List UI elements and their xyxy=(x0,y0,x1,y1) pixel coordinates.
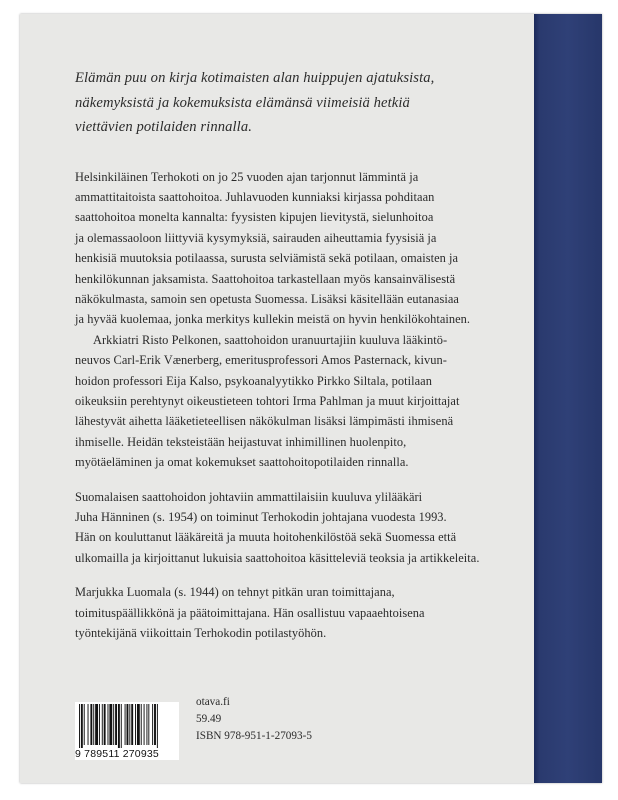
text-line: neuvos Carl-Erik Vænerberg, emeritusprofessori Amos Pasternack, kivun- xyxy=(75,353,447,368)
text-line: Marjukka Luomala (s. 1944) on tehnyt pitkän uran toimittajana, xyxy=(75,585,395,600)
intro-line: Elämän puu on kirja kotimaisten alan huippujen ajatuksista, xyxy=(75,70,435,86)
barcode-bar xyxy=(93,704,94,745)
text-line: saattohoitoa monelta kannalta: fyysisten kipujen lievitystä, sielunhoitoa xyxy=(75,210,434,225)
text-line: henkisiä muutoksia potilaassa, surusta selviämistä sekä potilaan, omaisten ja xyxy=(75,251,459,266)
barcode-bar xyxy=(121,704,122,748)
barcode-bar xyxy=(125,704,126,745)
paragraph-editor-luomala xyxy=(75,582,515,643)
text-line: työntekijänä viikoittain Terhokodin potilastyöhön. xyxy=(75,626,327,641)
text-line: ja hyvää kuolemaa, jonka merkitys kullekin meistä on hyvin henkilökohtainen. xyxy=(75,312,471,327)
isbn-barcode xyxy=(75,702,179,760)
back-cover-text xyxy=(75,66,515,643)
barcode-bar xyxy=(146,704,147,745)
spine-band xyxy=(534,14,602,783)
text-line: oikeuksiin perehtynyt oikeustieteen tohtori Irma Pahlman ja muut kirjoittajat xyxy=(75,393,460,408)
barcode-bar xyxy=(157,704,158,748)
text-line: toimituspäällikkönä ja päätoimittajana. Hän osallistuu vapaaehtoisena xyxy=(75,605,425,620)
barcode-bar xyxy=(135,704,136,745)
text-line: ulkomailla ja kirjoittanut lukuisia saattohoitoa käsitteleviä teoksia ja artikkeleita. xyxy=(75,550,480,565)
paragraph-authors xyxy=(75,330,515,473)
text-line: myötäeläminen ja omat kokemukset saattohoitopotilaiden rinnalla. xyxy=(75,455,409,470)
text-line: Hän on kouluttanut lääkäreitä ja muuta hoitohenkilöstöä sekä Suomessa että xyxy=(75,530,457,545)
text-line: Arkkiatri Risto Pelkonen, saattohoidon uranuurtajiin kuuluva lääkintö- xyxy=(93,332,448,347)
barcode-number: 9 789511 270935 xyxy=(75,748,159,760)
barcode-bar xyxy=(104,704,106,745)
barcode-bar xyxy=(81,704,83,748)
barcode-bar xyxy=(152,704,153,745)
text-line: henkilökunnan jaksamista. Saattohoitoa tarkastellaan myös kansainvälisestä xyxy=(75,271,456,286)
barcode-bar xyxy=(141,704,142,745)
barcode-bar xyxy=(115,704,117,745)
publisher-website: otava.fi xyxy=(196,696,230,708)
barcode-bar xyxy=(144,704,145,745)
text-line: ja olemassaoloon liittyviä kysymyksiä, sairauden aiheuttamia fyysisiä ja xyxy=(75,230,437,245)
barcode-bar xyxy=(108,704,109,745)
text-line: näkökulmasta, samoin sen opetusta Suomessa. Lisäksi käsitellään eutanasiaa xyxy=(75,291,459,306)
barcode-bar xyxy=(137,704,140,745)
barcode-bar xyxy=(84,704,85,745)
text-line: Juha Hänninen (s. 1954) on toiminut Terhokodin johtajana vuodesta 1993. xyxy=(75,510,447,524)
barcode-bar xyxy=(88,704,89,745)
barcode-bar xyxy=(109,704,112,745)
book-back-cover xyxy=(20,14,602,783)
text-line: hoidon professori Eija Kalso, psykoanalyytikko Pirkko Siltala, potilaan xyxy=(75,373,432,388)
section-gap xyxy=(75,473,515,487)
intro-line: viettävien potilaiden rinnalla. xyxy=(75,119,252,135)
intro-line: näkemyksistä ja kokemuksista elämänsä viimeisiä hetkiä xyxy=(75,94,410,111)
text-line: ammattitaitoista saattohoitoa. Juhlavuoden kunniaksi kirjassa pohditaan xyxy=(75,189,435,204)
text-line: Helsinkiläinen Terhokoti on jo 25 vuoden ajan tarjonnut lämmintä ja xyxy=(75,169,419,184)
barcode-bar xyxy=(129,704,130,745)
text-line: lähestyvät aihetta lääketieteellisen näkökulman lisäksi lämpimästi ihmisenä xyxy=(75,414,454,429)
classification-code: 59.49 xyxy=(196,713,222,725)
barcode-bars xyxy=(75,702,179,748)
barcode-bar xyxy=(131,704,133,745)
section-gap xyxy=(75,568,515,582)
publisher-info xyxy=(196,694,312,745)
text-line: Suomalaisen saattohoidon johtaviin ammattilaisiin kuuluva ylilääkäri xyxy=(75,489,423,504)
barcode-bar xyxy=(113,704,114,745)
barcode-bar xyxy=(102,704,103,745)
barcode-bar xyxy=(118,704,120,748)
paragraph-editor-hanninen xyxy=(75,487,515,569)
isbn-text: ISBN 978-951-1-27093-5 xyxy=(196,730,312,742)
barcode-bar xyxy=(90,704,92,745)
barcode-bar xyxy=(127,704,129,745)
barcode-bar xyxy=(79,704,80,748)
intro-blurb xyxy=(75,66,515,140)
barcode-bar xyxy=(95,704,98,745)
barcode-bar xyxy=(154,704,156,745)
text-line: ihmiselle. Heidän teksteistään heijastuvat inhimillinen huolenpito, xyxy=(75,434,407,449)
barcode-bar xyxy=(99,704,100,745)
barcode-bar xyxy=(148,704,149,745)
paragraph-terhokoti xyxy=(75,167,515,330)
